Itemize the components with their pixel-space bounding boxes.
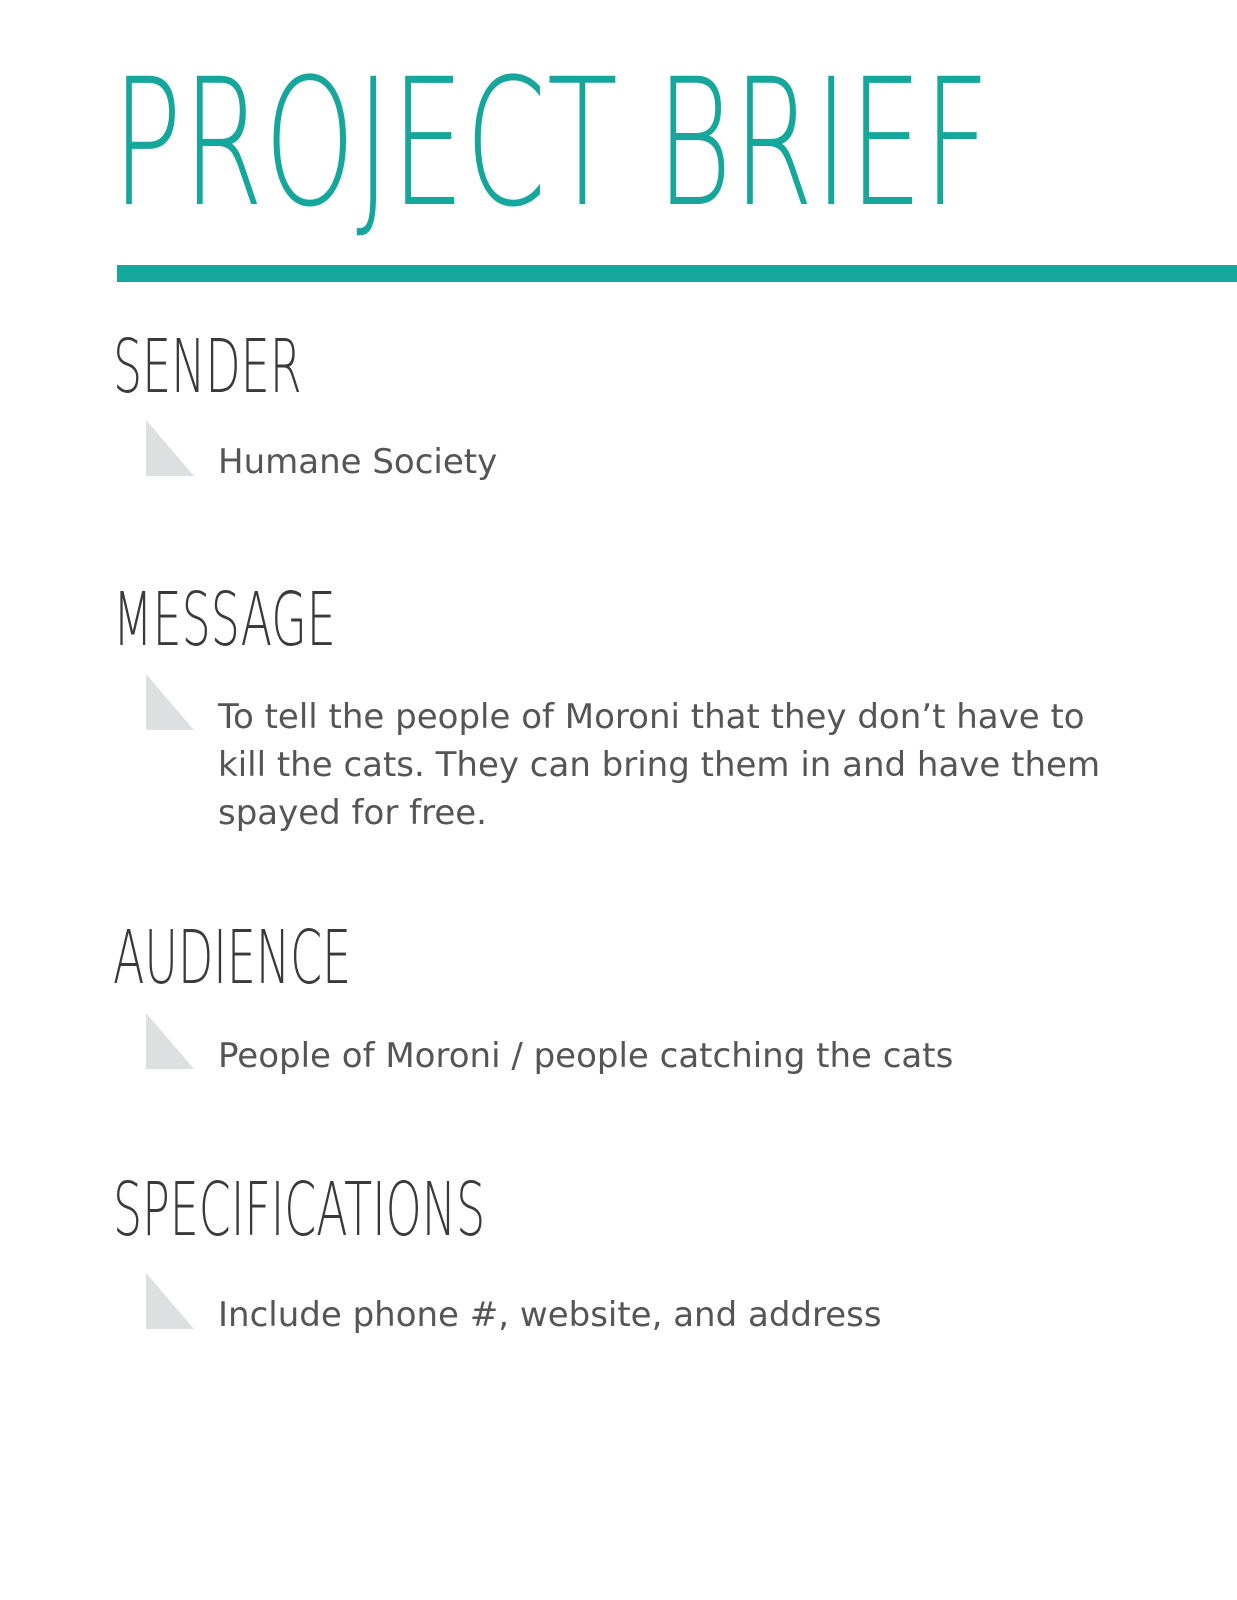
message-text: To tell the people of Moroni that they don’t have to kill the cats. They can bring them in and have them spayed for free.	[218, 697, 1101, 833]
section-heading-message: MESSAGE	[113, 577, 336, 663]
section-heading-sender: SENDER	[113, 324, 302, 410]
triangle-bullet-icon	[146, 674, 194, 730]
triangle-bullet-icon	[146, 1273, 194, 1329]
audience-text: People of Moroni / people catching the cats	[218, 1036, 954, 1076]
section-heading-specifications: SPECIFICATIONS	[113, 1167, 486, 1253]
triangle-bullet-icon	[146, 1013, 194, 1069]
title-divider	[117, 265, 1237, 282]
specifications-text: Include phone #, website, and address	[218, 1295, 882, 1335]
page-title: PROJECT BRIEF	[112, 41, 991, 246]
triangle-bullet-icon	[146, 420, 194, 476]
section-heading-audience: AUDIENCE	[113, 915, 352, 1001]
sender-text: Humane Society	[218, 442, 498, 482]
